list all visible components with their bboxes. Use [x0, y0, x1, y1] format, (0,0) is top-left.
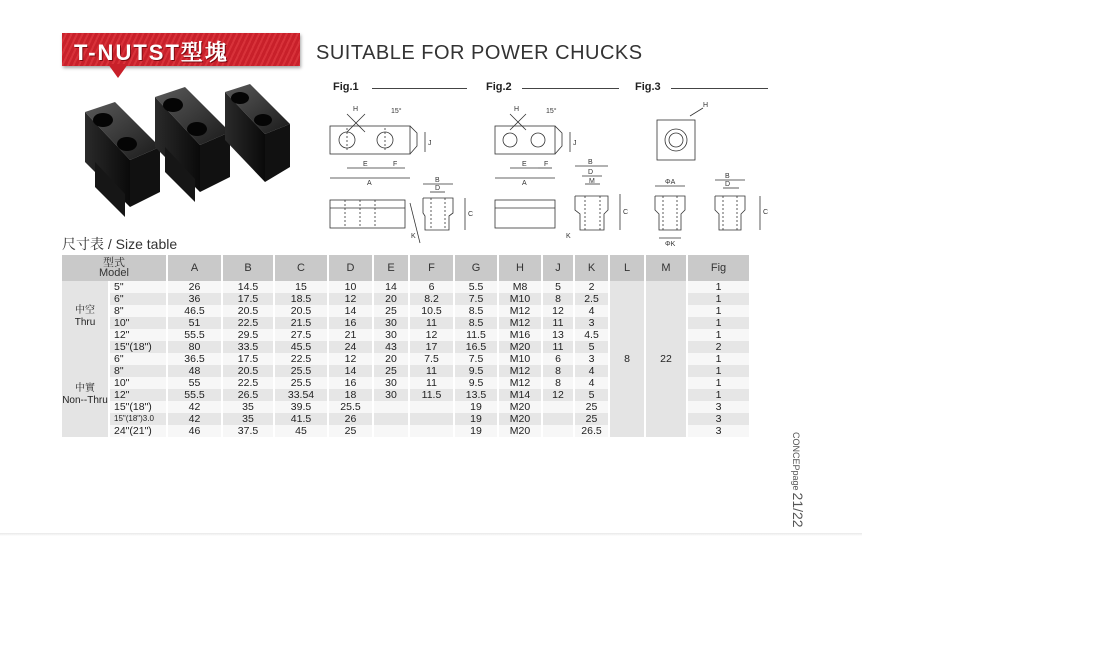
cell-c: 41.5	[275, 413, 327, 425]
fig3-rule	[671, 88, 768, 89]
col-header-d: D	[329, 255, 372, 281]
cell-f	[410, 413, 453, 425]
fig1-label: Fig.1	[333, 81, 359, 93]
size-table	[60, 255, 751, 437]
cell-fig: 3	[688, 401, 749, 413]
page-edge	[0, 533, 862, 536]
table-row	[62, 281, 749, 293]
fig3-drawing	[645, 98, 785, 250]
cell-fig: 3	[688, 425, 749, 437]
cell-c: 22.5	[275, 353, 327, 365]
cell-j: 12	[543, 389, 573, 401]
svg-text:C: C	[763, 209, 769, 216]
cell-c: 25.5	[275, 365, 327, 377]
cell-j: 13	[543, 329, 573, 341]
page-number-value: 21/22	[790, 492, 806, 528]
cell-c: 15	[275, 281, 327, 293]
cell-j: 11	[543, 317, 573, 329]
cell-model: 15"(18")3.0	[110, 413, 166, 425]
cell-d: 16	[329, 317, 372, 329]
cell-h: M20	[499, 401, 541, 413]
t-nut-product-photo	[70, 82, 310, 232]
svg-text:A: A	[522, 180, 527, 187]
fig1-rule	[372, 88, 467, 89]
cell-m-merged: 22	[646, 281, 686, 437]
cell-a: 55	[168, 377, 221, 389]
cell-b: 17.5	[223, 353, 273, 365]
cell-d: 10	[329, 281, 372, 293]
cell-j: 11	[543, 341, 573, 353]
cell-e: 30	[374, 377, 408, 389]
svg-text:D: D	[588, 169, 594, 176]
cell-model: 15"(18")	[110, 401, 166, 413]
cell-k: 4	[575, 377, 608, 389]
svg-text:F: F	[544, 161, 549, 168]
col-header-j: J	[543, 255, 573, 281]
svg-text:B: B	[435, 177, 440, 184]
col-header-k: K	[575, 255, 608, 281]
cell-k: 3	[575, 317, 608, 329]
cell-d: 14	[329, 305, 372, 317]
cell-d: 18	[329, 389, 372, 401]
cell-e	[374, 401, 408, 413]
cell-g: 8.5	[455, 305, 497, 317]
cell-b: 35	[223, 401, 273, 413]
cell-j	[543, 401, 573, 413]
cell-c: 27.5	[275, 329, 327, 341]
col-header-m: M	[646, 255, 686, 281]
cell-model: 10"	[110, 317, 166, 329]
table-header-row	[62, 255, 749, 281]
svg-text:ΦA: ΦA	[665, 179, 676, 186]
cell-j	[543, 413, 573, 425]
cell-d: 25.5	[329, 401, 372, 413]
cell-g: 8.5	[455, 317, 497, 329]
cell-g: 19	[455, 425, 497, 437]
cell-d: 12	[329, 353, 372, 365]
cell-j: 8	[543, 293, 573, 305]
cell-h: M12	[499, 317, 541, 329]
cell-h: M10	[499, 293, 541, 305]
svg-text:D: D	[725, 181, 731, 188]
cell-h: M14	[499, 389, 541, 401]
cell-e	[374, 425, 408, 437]
cell-f: 11	[410, 317, 453, 329]
col-header-c: C	[275, 255, 327, 281]
col-header-l: L	[610, 255, 644, 281]
svg-text:B: B	[725, 173, 730, 180]
cell-a: 46	[168, 425, 221, 437]
cell-f: 12	[410, 329, 453, 341]
col-header-e: E	[374, 255, 408, 281]
cell-model: 15"(18")	[110, 341, 166, 353]
cell-a: 48	[168, 365, 221, 377]
svg-text:15°: 15°	[391, 108, 402, 115]
cell-e: 30	[374, 389, 408, 401]
col-header-model: 型式 Model	[62, 255, 166, 281]
cell-c: 18.5	[275, 293, 327, 305]
cell-fig: 1	[688, 377, 749, 389]
cell-h: M12	[499, 377, 541, 389]
cell-d: 12	[329, 293, 372, 305]
cell-b: 37.5	[223, 425, 273, 437]
t-nut-3	[225, 84, 290, 182]
cell-model: 8"	[110, 305, 166, 317]
cell-k: 5	[575, 341, 608, 353]
cell-model: 24"(21")	[110, 425, 166, 437]
cell-k: 4	[575, 305, 608, 317]
cell-j: 6	[543, 353, 573, 365]
fig2-rule	[522, 88, 619, 89]
cell-j: 8	[543, 365, 573, 377]
cell-d: 16	[329, 377, 372, 389]
col-header-fig: Fig	[688, 255, 749, 281]
cell-c: 33.54	[275, 389, 327, 401]
cell-fig: 1	[688, 281, 749, 293]
cell-fig: 1	[688, 305, 749, 317]
cell-model: 12"	[110, 389, 166, 401]
svg-text:C: C	[623, 209, 629, 216]
group-label-thru: 中空 Thru	[62, 281, 108, 353]
cell-b: 20.5	[223, 305, 273, 317]
page-number	[788, 432, 806, 528]
col-header-b: B	[223, 255, 273, 281]
svg-text:K: K	[566, 233, 571, 240]
cell-e: 20	[374, 293, 408, 305]
cell-j: 5	[543, 281, 573, 293]
cell-a: 26	[168, 281, 221, 293]
cell-h: M8	[499, 281, 541, 293]
title-banner	[62, 33, 300, 66]
cell-d: 21	[329, 329, 372, 341]
cell-h: M12	[499, 365, 541, 377]
cell-h: M10	[499, 353, 541, 365]
cell-f: 11.5	[410, 389, 453, 401]
cell-g: 19	[455, 401, 497, 413]
cell-c: 25.5	[275, 377, 327, 389]
cell-f	[410, 425, 453, 437]
cell-k: 3	[575, 353, 608, 365]
cell-h: M20	[499, 425, 541, 437]
cell-b: 26.5	[223, 389, 273, 401]
cell-d: 24	[329, 341, 372, 353]
cell-b: 20.5	[223, 365, 273, 377]
fig3-label: Fig.3	[635, 81, 661, 93]
page-number-label: CONCEPpage	[791, 432, 801, 491]
cell-e: 43	[374, 341, 408, 353]
cell-model: 6"	[110, 353, 166, 365]
cell-fig: 1	[688, 365, 749, 377]
cell-c: 45	[275, 425, 327, 437]
svg-text:J: J	[573, 140, 577, 147]
cell-fig: 2	[688, 341, 749, 353]
svg-text:M: M	[589, 178, 595, 185]
cell-f: 7.5	[410, 353, 453, 365]
svg-text:K: K	[411, 233, 416, 240]
cell-c: 20.5	[275, 305, 327, 317]
cell-a: 55.5	[168, 329, 221, 341]
cell-c: 45.5	[275, 341, 327, 353]
cell-fig: 3	[688, 413, 749, 425]
cell-b: 35	[223, 413, 273, 425]
cell-k: 25	[575, 401, 608, 413]
cell-g: 19	[455, 413, 497, 425]
cell-g: 13.5	[455, 389, 497, 401]
cell-f	[410, 401, 453, 413]
svg-text:ΦK: ΦK	[665, 241, 676, 248]
cell-c: 39.5	[275, 401, 327, 413]
svg-text:H: H	[353, 106, 359, 113]
cell-j	[543, 425, 573, 437]
col-header-a: A	[168, 255, 221, 281]
cell-h: M16	[499, 329, 541, 341]
cell-h: M12	[499, 305, 541, 317]
fig2-drawing	[490, 98, 640, 250]
cell-fig: 1	[688, 389, 749, 401]
svg-text:15°: 15°	[546, 108, 557, 115]
size-table-title: 尺寸表 / Size table	[62, 236, 178, 252]
col-header-f: F	[410, 255, 453, 281]
cell-g: 9.5	[455, 365, 497, 377]
cell-e: 30	[374, 329, 408, 341]
cell-a: 36.5	[168, 353, 221, 365]
cell-a: 51	[168, 317, 221, 329]
cell-d: 25	[329, 425, 372, 437]
svg-text:B: B	[588, 159, 593, 166]
cell-f: 10.5	[410, 305, 453, 317]
svg-text:C: C	[468, 211, 474, 218]
cell-a: 55.5	[168, 389, 221, 401]
cell-f: 17	[410, 341, 453, 353]
cell-j: 12	[543, 305, 573, 317]
cell-d: 14	[329, 365, 372, 377]
cell-d: 26	[329, 413, 372, 425]
cell-g: 5.5	[455, 281, 497, 293]
cell-b: 17.5	[223, 293, 273, 305]
cell-b: 22.5	[223, 317, 273, 329]
svg-text:H: H	[514, 106, 520, 113]
cell-g: 11.5	[455, 329, 497, 341]
cell-g: 7.5	[455, 353, 497, 365]
page-subtitle: SUITABLE FOR POWER CHUCKS	[316, 42, 643, 64]
cell-e: 25	[374, 305, 408, 317]
cell-h: M20	[499, 341, 541, 353]
svg-text:J: J	[428, 140, 432, 147]
cell-k: 2.5	[575, 293, 608, 305]
svg-text:D: D	[435, 185, 441, 192]
svg-text:H: H	[703, 102, 709, 109]
fig1-drawing	[325, 98, 485, 250]
cell-model: 8"	[110, 365, 166, 377]
cell-l-merged: 8	[610, 281, 644, 437]
cell-j: 8	[543, 377, 573, 389]
cell-a: 80	[168, 341, 221, 353]
cell-b: 14.5	[223, 281, 273, 293]
cell-a: 36	[168, 293, 221, 305]
svg-text:E: E	[522, 161, 527, 168]
cell-fig: 1	[688, 317, 749, 329]
cell-b: 22.5	[223, 377, 273, 389]
cell-fig: 1	[688, 329, 749, 341]
cell-k: 25	[575, 413, 608, 425]
group-label-non-thru: 中實 Non--Thru	[62, 353, 108, 437]
cell-f: 6	[410, 281, 453, 293]
cell-model: 6"	[110, 293, 166, 305]
cell-k: 4.5	[575, 329, 608, 341]
cell-k: 2	[575, 281, 608, 293]
cell-e	[374, 413, 408, 425]
cell-g: 9.5	[455, 377, 497, 389]
cell-e: 20	[374, 353, 408, 365]
cell-a: 42	[168, 401, 221, 413]
t-nut-1	[85, 102, 160, 217]
cell-a: 42	[168, 413, 221, 425]
cell-f: 8.2	[410, 293, 453, 305]
cell-fig: 1	[688, 353, 749, 365]
cell-e: 14	[374, 281, 408, 293]
cell-g: 7.5	[455, 293, 497, 305]
cell-c: 21.5	[275, 317, 327, 329]
cell-e: 30	[374, 317, 408, 329]
cell-e: 25	[374, 365, 408, 377]
cell-model: 12"	[110, 329, 166, 341]
cell-a: 46.5	[168, 305, 221, 317]
cell-model: 5"	[110, 281, 166, 293]
cell-b: 33.5	[223, 341, 273, 353]
cell-b: 29.5	[223, 329, 273, 341]
svg-text:A: A	[367, 180, 372, 187]
col-header-g: G	[455, 255, 497, 281]
col-header-h: H	[499, 255, 541, 281]
banner-notch	[108, 64, 128, 78]
svg-text:F: F	[393, 161, 398, 168]
product-title: T-NUTST型塊	[74, 40, 229, 65]
cell-model: 10"	[110, 377, 166, 389]
cell-fig: 1	[688, 293, 749, 305]
cell-k: 4	[575, 365, 608, 377]
cell-k: 26.5	[575, 425, 608, 437]
cell-h: M20	[499, 413, 541, 425]
svg-text:E: E	[363, 161, 368, 168]
t-nut-2	[155, 87, 230, 202]
cell-f: 11	[410, 377, 453, 389]
cell-g: 16.5	[455, 341, 497, 353]
fig2-label: Fig.2	[486, 81, 512, 93]
cell-f: 11	[410, 365, 453, 377]
cell-k: 5	[575, 389, 608, 401]
